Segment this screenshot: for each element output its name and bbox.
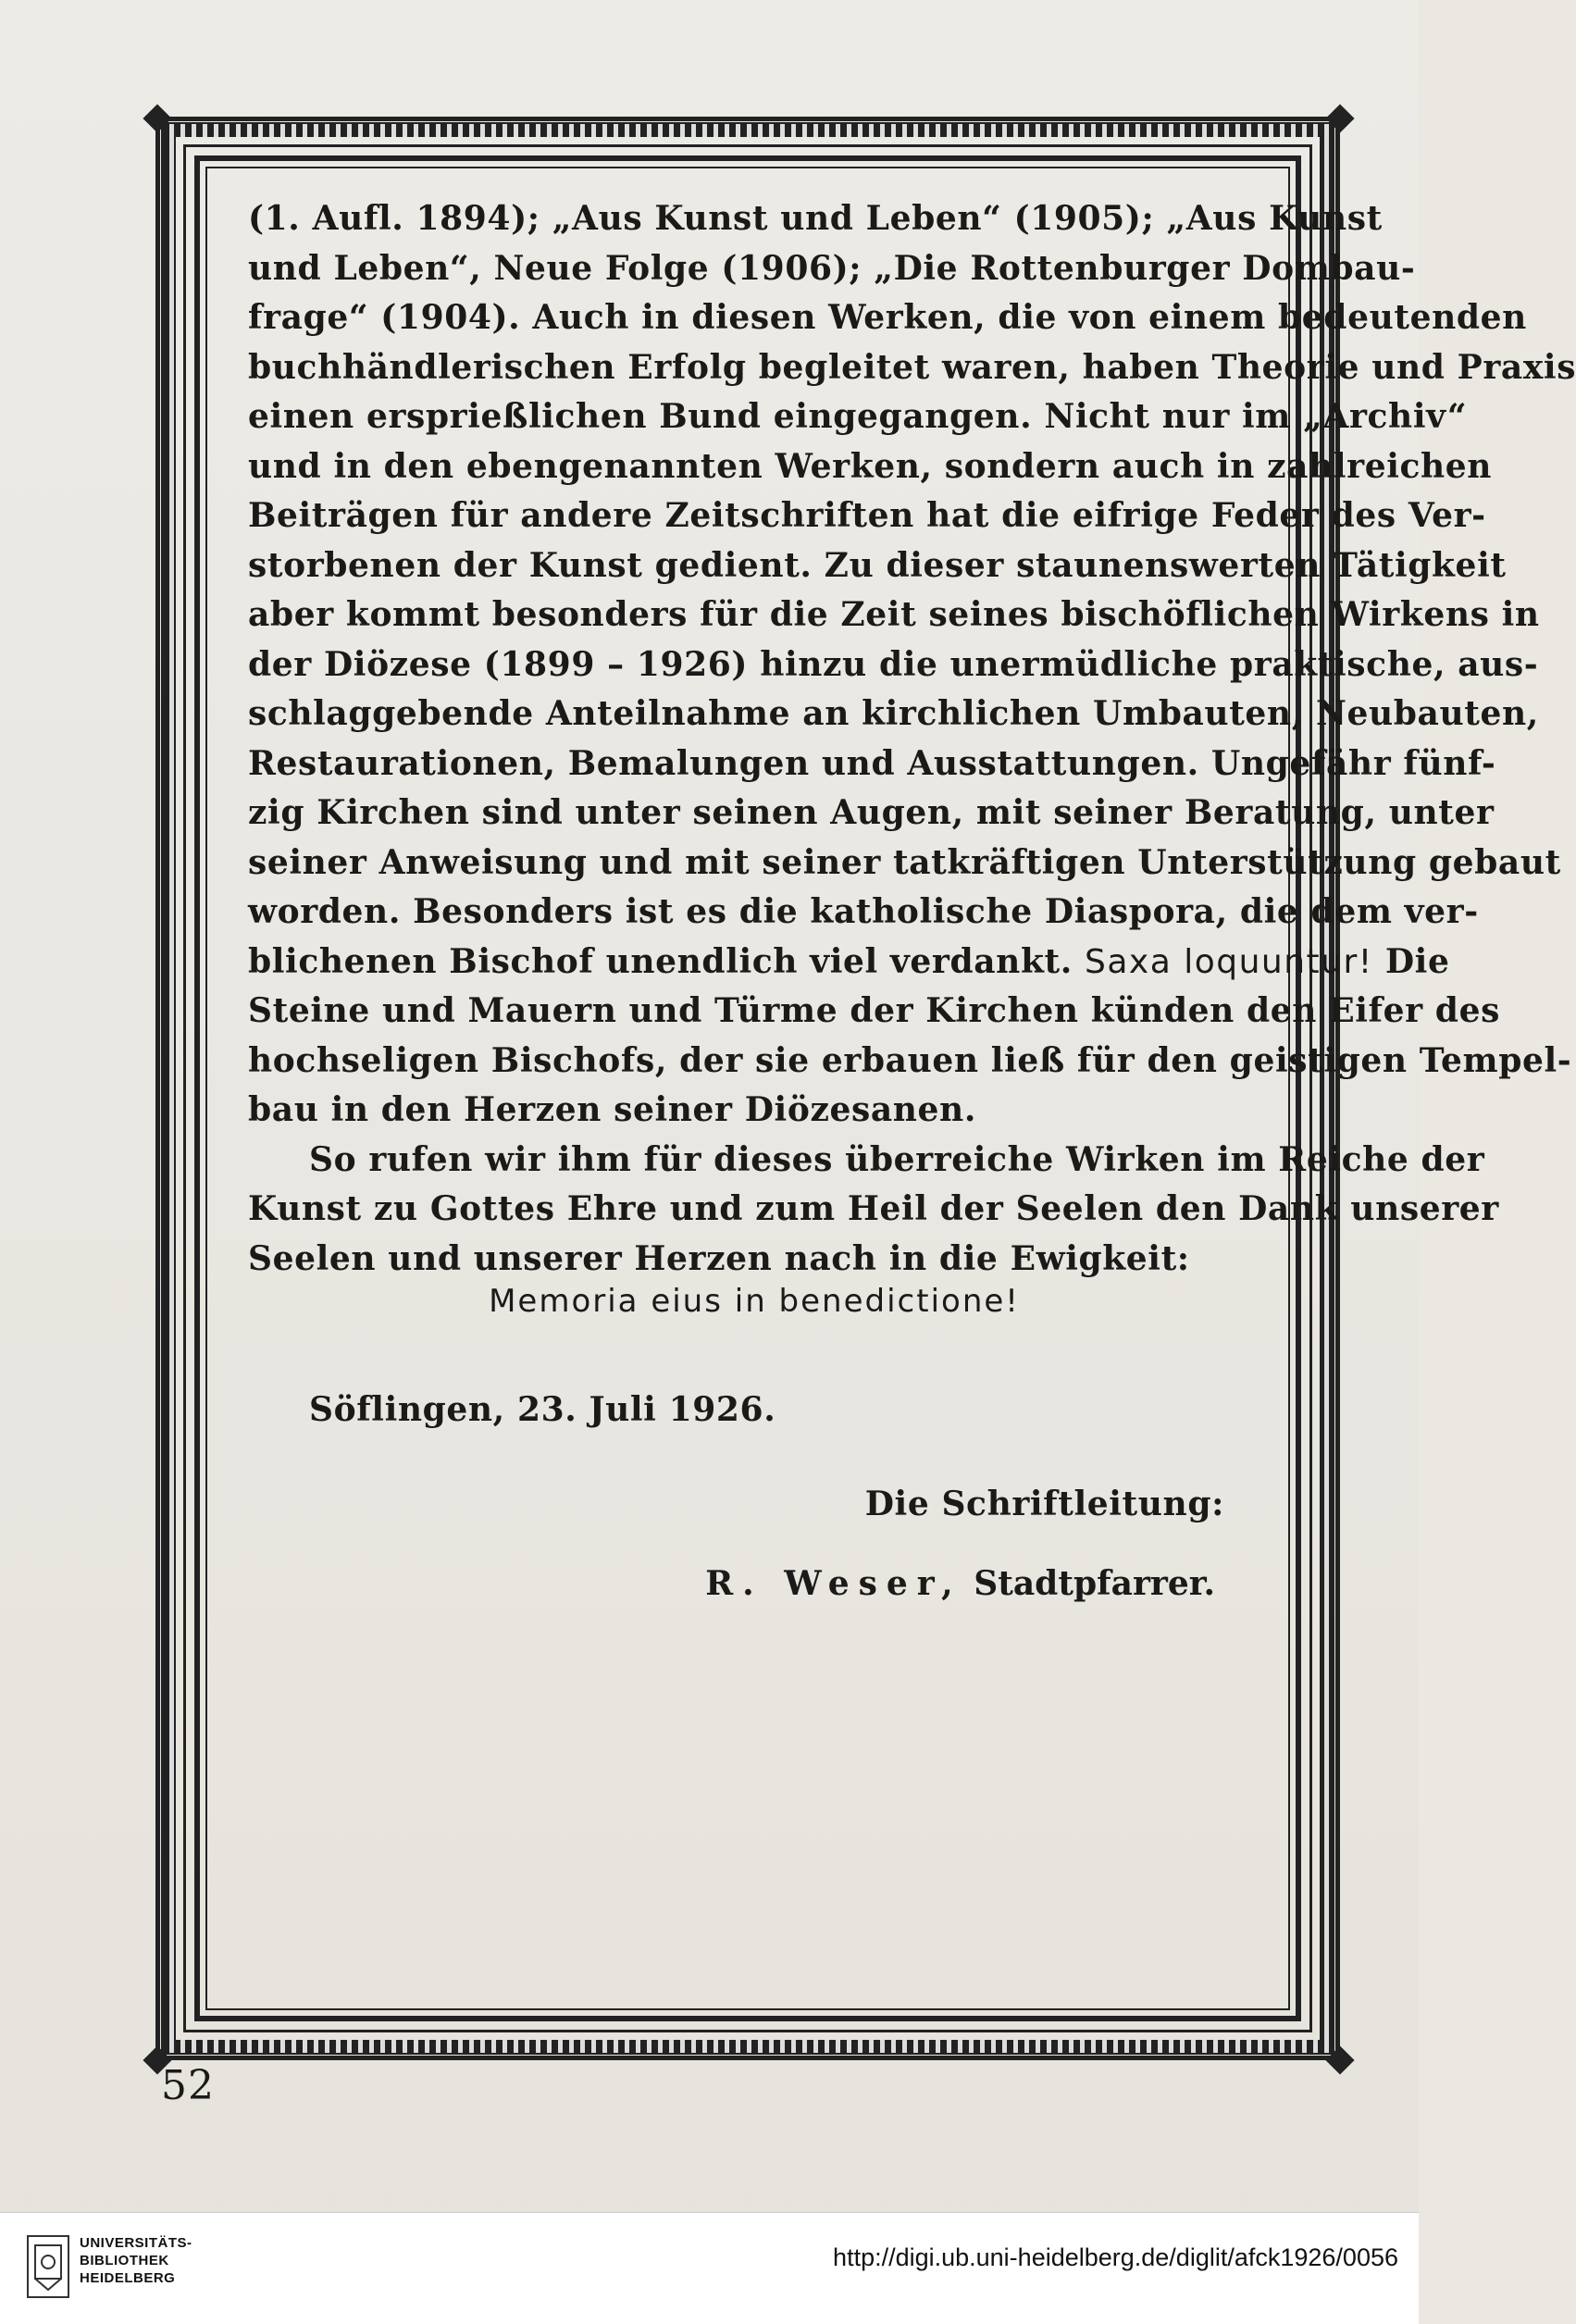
place-date: Söflingen, 23. Juli 1926.	[309, 1390, 776, 1429]
text-line: (1. Aufl. 1894); „Aus Kunst und Leben“ (1905); „Aus Kunst	[248, 199, 1383, 238]
text-line: schlaggebende Anteilnahme an kirchlichen Umbauten, Neubauten,	[248, 694, 1539, 733]
text-line: So rufen wir ihm für dieses überreiche Wirken im Reiche der	[309, 1139, 1485, 1179]
text-line: einen ersprießlichen Bund eingegangen. Nicht nur im „Archiv“	[248, 397, 1468, 436]
text-line: buchhändlerischen Erfolg begleitet waren, haben Theorie und Praxis	[248, 347, 1576, 387]
editor-line: Die Schriftleitung:	[864, 1485, 1224, 1523]
latin-phrase: Saxa loquuntur!	[1085, 942, 1373, 981]
text-line: Seelen und unserer Herzen nach in die Ewigkeit:	[248, 1238, 1190, 1278]
text-segment: Die	[1384, 941, 1450, 981]
text-line: storbenen der Kunst gedient. Zu dieser staunenswerten Tätigkeit	[248, 545, 1507, 585]
text-line: Beiträgen für andere Zeitschriften hat die eifrige Feder des Ver-	[248, 496, 1486, 535]
text-line: worden. Besonders ist es die katholische Diaspora, die dem ver-	[248, 892, 1479, 931]
text-line: und in den ebengenannten Werken, sondern auch in zahlreichen	[248, 446, 1493, 486]
text-line: Restaurationen, Bemalungen und Ausstattungen. Ungefähr fünf-	[248, 743, 1496, 783]
text-line: zig Kirchen sind unter seinen Augen, mit seiner Beratung, unter	[248, 793, 1495, 832]
text-segment: blichenen Bischof unendlich viel verdankt.	[248, 941, 1073, 981]
library-name	[80, 2234, 192, 2287]
text-line: Steine und Mauern und Türme der Kirchen künden den Eifer des	[248, 991, 1500, 1030]
library-line: UNIVERSITÄTS-	[80, 2235, 192, 2251]
university-seal-icon	[24, 2232, 72, 2301]
signature-line	[705, 1564, 1215, 1603]
text-line: und Leben“, Neue Folge (1906); „Die Rottenburger Dombau-	[248, 248, 1416, 288]
signer-name: R. Weser,	[705, 1564, 962, 1603]
latin-motto: Memoria eius in benedictione!	[489, 1283, 1020, 1320]
signer-title: Stadtpfarrer.	[974, 1564, 1215, 1603]
library-line: BIBLIOTHEK	[80, 2253, 169, 2268]
body-text	[248, 194, 1576, 1284]
page-number: 52	[161, 2062, 215, 2109]
text-line: seiner Anweisung und mit seiner tatkräftigen Unterstützung gebaut	[248, 842, 1561, 882]
text-line: frage“ (1904). Auch in diesen Werken, die von einem bedeutenden	[248, 298, 1527, 337]
text-line: der Diözese (1899 – 1926) hinzu die unermüdliche praktische, aus-	[248, 644, 1539, 684]
text-line: bau in den Herzen seiner Diözesanen.	[248, 1090, 976, 1129]
text-line: aber kommt besonders für die Zeit seines bischöflichen Wirkens in	[248, 595, 1540, 634]
library-line: HEIDELBERG	[80, 2270, 176, 2286]
text-line-mixed	[248, 938, 1450, 988]
text-line: hochseligen Bischofs, der sie erbauen ließ für den geistigen Tempel-	[248, 1040, 1572, 1080]
text-line: Kunst zu Gottes Ehre und zum Heil der Seelen den Dank unserer	[248, 1189, 1499, 1228]
source-url-link[interactable]: http://digi.ub.uni-heidelberg.de/diglit/afck1926/0056	[833, 2243, 1398, 2271]
